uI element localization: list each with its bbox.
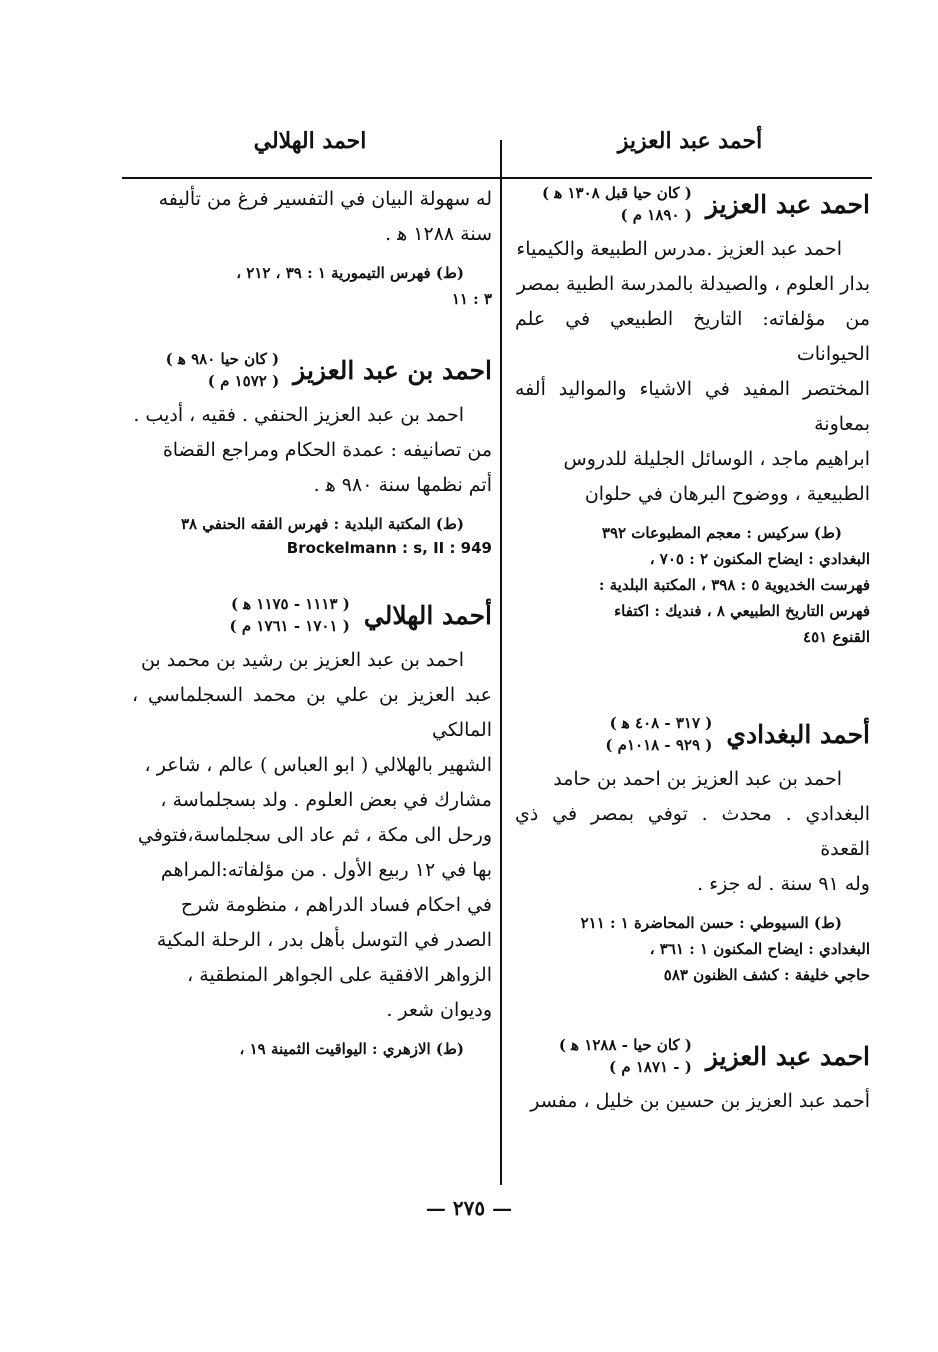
entry-references — [132, 511, 492, 537]
entry-heading — [132, 348, 492, 392]
reference-line: البغدادي : ايضاح المكنون ٢ : ٧٠٥ ، — [649, 550, 870, 568]
entry-ahmad-al-hilali — [132, 593, 492, 1062]
body-line: ورحل الى مكة ، ثم عاد الى سجلماسة،فتوفي — [137, 824, 492, 846]
body-line: احمد بن عبد العزيز بن احمد بن حامد — [553, 768, 842, 790]
reference-line: (ط) السيوطي : حسن المحاضرة ١ : ٢١١ — [580, 914, 842, 932]
reference-line: حاجي خليفة : كشف الظنون ٥٨٣ — [663, 966, 870, 984]
entry-continuation — [132, 182, 492, 312]
body-line: وديوان شعر . — [386, 999, 492, 1021]
dates-hijri: ( كان حيا ٩٨٠ ﻫ ) — [165, 350, 280, 368]
entry-references — [515, 910, 870, 988]
entry-references — [515, 520, 870, 650]
dates-hijri: ( ٣١٧ - ٤٠٨ ﻫ ) — [609, 714, 713, 732]
reference-line: فهرس التاريخ الطبيعي ٨ ، فنديك : اكتفاء — [614, 602, 870, 620]
body-line: في احكام فساد الدراهم ، منظومة شرح — [180, 894, 492, 916]
latin-reference: Brockelmann : s, II : 949 — [286, 539, 492, 557]
body-line: له سهولة البيان في التفسير فرغ من تأليفه — [158, 188, 492, 210]
dates-hijri: ( كان حيا قبل ١٣٠٨ ﻫ ) — [542, 184, 692, 202]
entry-dates — [542, 182, 692, 226]
body-line: الصدر في التوسل بأهل بدر ، الرحلة المكية — [156, 929, 492, 951]
entry-heading — [515, 712, 870, 756]
running-header-left: احمد الهلالي — [253, 128, 367, 154]
entry-ahmad-abd-al-aziz-2 — [515, 1034, 870, 1119]
column-divider — [500, 140, 502, 1185]
body-line: ابراهيم ماجد ، الوسائل الجليلة للدروس — [563, 448, 870, 470]
page-number: — ٢٧٥ — — [425, 1196, 513, 1220]
body-line: بها في ١٢ ربيع الأول . من مؤلفاته:المراهم — [160, 859, 492, 881]
body-line: الشهير بالهلالي ( ابو العباس ) عالم ، شاعر ، — [144, 754, 492, 776]
body-line: احمد بن عبد العزيز بن رشيد بن محمد بن — [140, 649, 464, 671]
dates-hijri: ( ١١١٣ - ١١٧٥ ﻫ ) — [230, 595, 350, 613]
entry-heading — [515, 1034, 870, 1078]
body-line: المختصر المفيد في الاشياء والمواليد ألفه بمعاونة — [515, 378, 870, 435]
body-line: البغدادي . محدث . توفي بمصر في ذي القعدة — [515, 803, 870, 860]
entry-name: أحمد البغدادي — [726, 719, 870, 749]
body-line: وله ٩١ سنة . له جزء . — [697, 873, 870, 895]
body-line: أحمد عبد العزيز بن حسين بن خليل ، مفسر — [530, 1090, 870, 1112]
reference-line: القنوع ٤٥١ — [803, 628, 870, 646]
body-line: مشارك في بعض العلوم . ولد بسجلماسة ، — [160, 789, 492, 811]
entry-dates — [230, 593, 350, 637]
body-line: الطبيعية ، ووضوح البرهان في حلوان — [584, 483, 870, 505]
reference-line: فهرست الخديوية ٥ : ٣٩٨ ، المكتبة البلدية : — [598, 576, 870, 594]
reference-line: (ط) المكتبة البلدية : فهرس الفقه الحنفي ٣٨ — [180, 515, 464, 533]
running-header-right: أحمد عبد العزيز — [617, 128, 763, 154]
body-line: من تصانيفه : عمدة الحكام ومراجع القضاة — [162, 439, 492, 461]
entry-dates — [559, 1034, 692, 1078]
right-column — [515, 178, 870, 1119]
dates-gregorian: ( ٩٢٩ - ١٠١٨م ) — [605, 736, 713, 754]
dates-gregorian: ( ١٧٠١ - ١٧٦١ م ) — [229, 617, 350, 635]
dates-gregorian: ( ١٨٩٠ م ) — [620, 206, 692, 224]
body-line: احمد بن عبد العزيز الحنفي . فقيه ، أديب . — [133, 404, 464, 426]
spacer — [515, 650, 870, 712]
spacer — [132, 312, 492, 348]
entry-references — [132, 1036, 492, 1062]
spacer — [515, 988, 870, 1034]
entry-name: احمد عبد العزيز — [705, 1041, 870, 1071]
entry-dates — [166, 348, 280, 392]
dates-hijri: ( كان حيا - ١٢٨٨ ﻫ ) — [558, 1036, 692, 1054]
body-line: بدار العلوم ، والصيدلة بالمدرسة الطبية بمصر — [516, 273, 870, 295]
body-line: عبد العزيز بن علي بن محمد السجلماسي ، المالكي — [132, 684, 492, 741]
entry-ahmad-al-baghdadi — [515, 712, 870, 988]
entry-references — [132, 260, 492, 312]
entry-heading — [515, 182, 870, 226]
entry-ahmad-abd-al-aziz-1 — [515, 182, 870, 650]
left-column — [132, 178, 492, 1062]
spacer — [132, 557, 492, 593]
reference-line: (ط) سركيس : معجم المطبوعات ٣٩٢ — [601, 524, 842, 542]
reference-line: ٣ : ١١ — [451, 290, 492, 308]
entry-heading — [132, 593, 492, 637]
body-line: أتم نظمها سنة ٩٨٠ ﻫ . — [313, 474, 492, 496]
reference-line: (ط) فهرس التيمورية ١ : ٣٩ ، ٢١٢ ، — [236, 264, 464, 282]
body-line: سنة ١٢٨٨ ﻫ . — [385, 223, 492, 245]
reference-line: (ط) الازهري : اليواقيت الثمينة ١٩ ، — [239, 1040, 464, 1058]
entry-name: احمد عبد العزيز — [705, 189, 870, 219]
body-line: احمد عبد العزيز .مدرس الطبيعة والكيمياء — [516, 238, 842, 260]
entry-ahmad-ibn-abd-al-aziz — [132, 348, 492, 557]
dates-gregorian: ( ١٥٧٢ م ) — [207, 372, 280, 390]
body-line: الزواهر الافقية على الجواهر المنطقية ، — [187, 964, 492, 986]
entry-name: أحمد الهلالي — [363, 600, 492, 630]
dates-gregorian: ( - ١٨٧١ م ) — [609, 1058, 692, 1076]
entry-dates — [605, 712, 712, 756]
reference-line: البغدادي : ايضاح المكنون ١ : ٣٦١ ، — [649, 940, 870, 958]
entry-name: احمد بن عبد العزيز — [293, 355, 492, 385]
body-line: من مؤلفاته: التاريخ الطبيعي في علم الحيوانات — [515, 308, 870, 365]
